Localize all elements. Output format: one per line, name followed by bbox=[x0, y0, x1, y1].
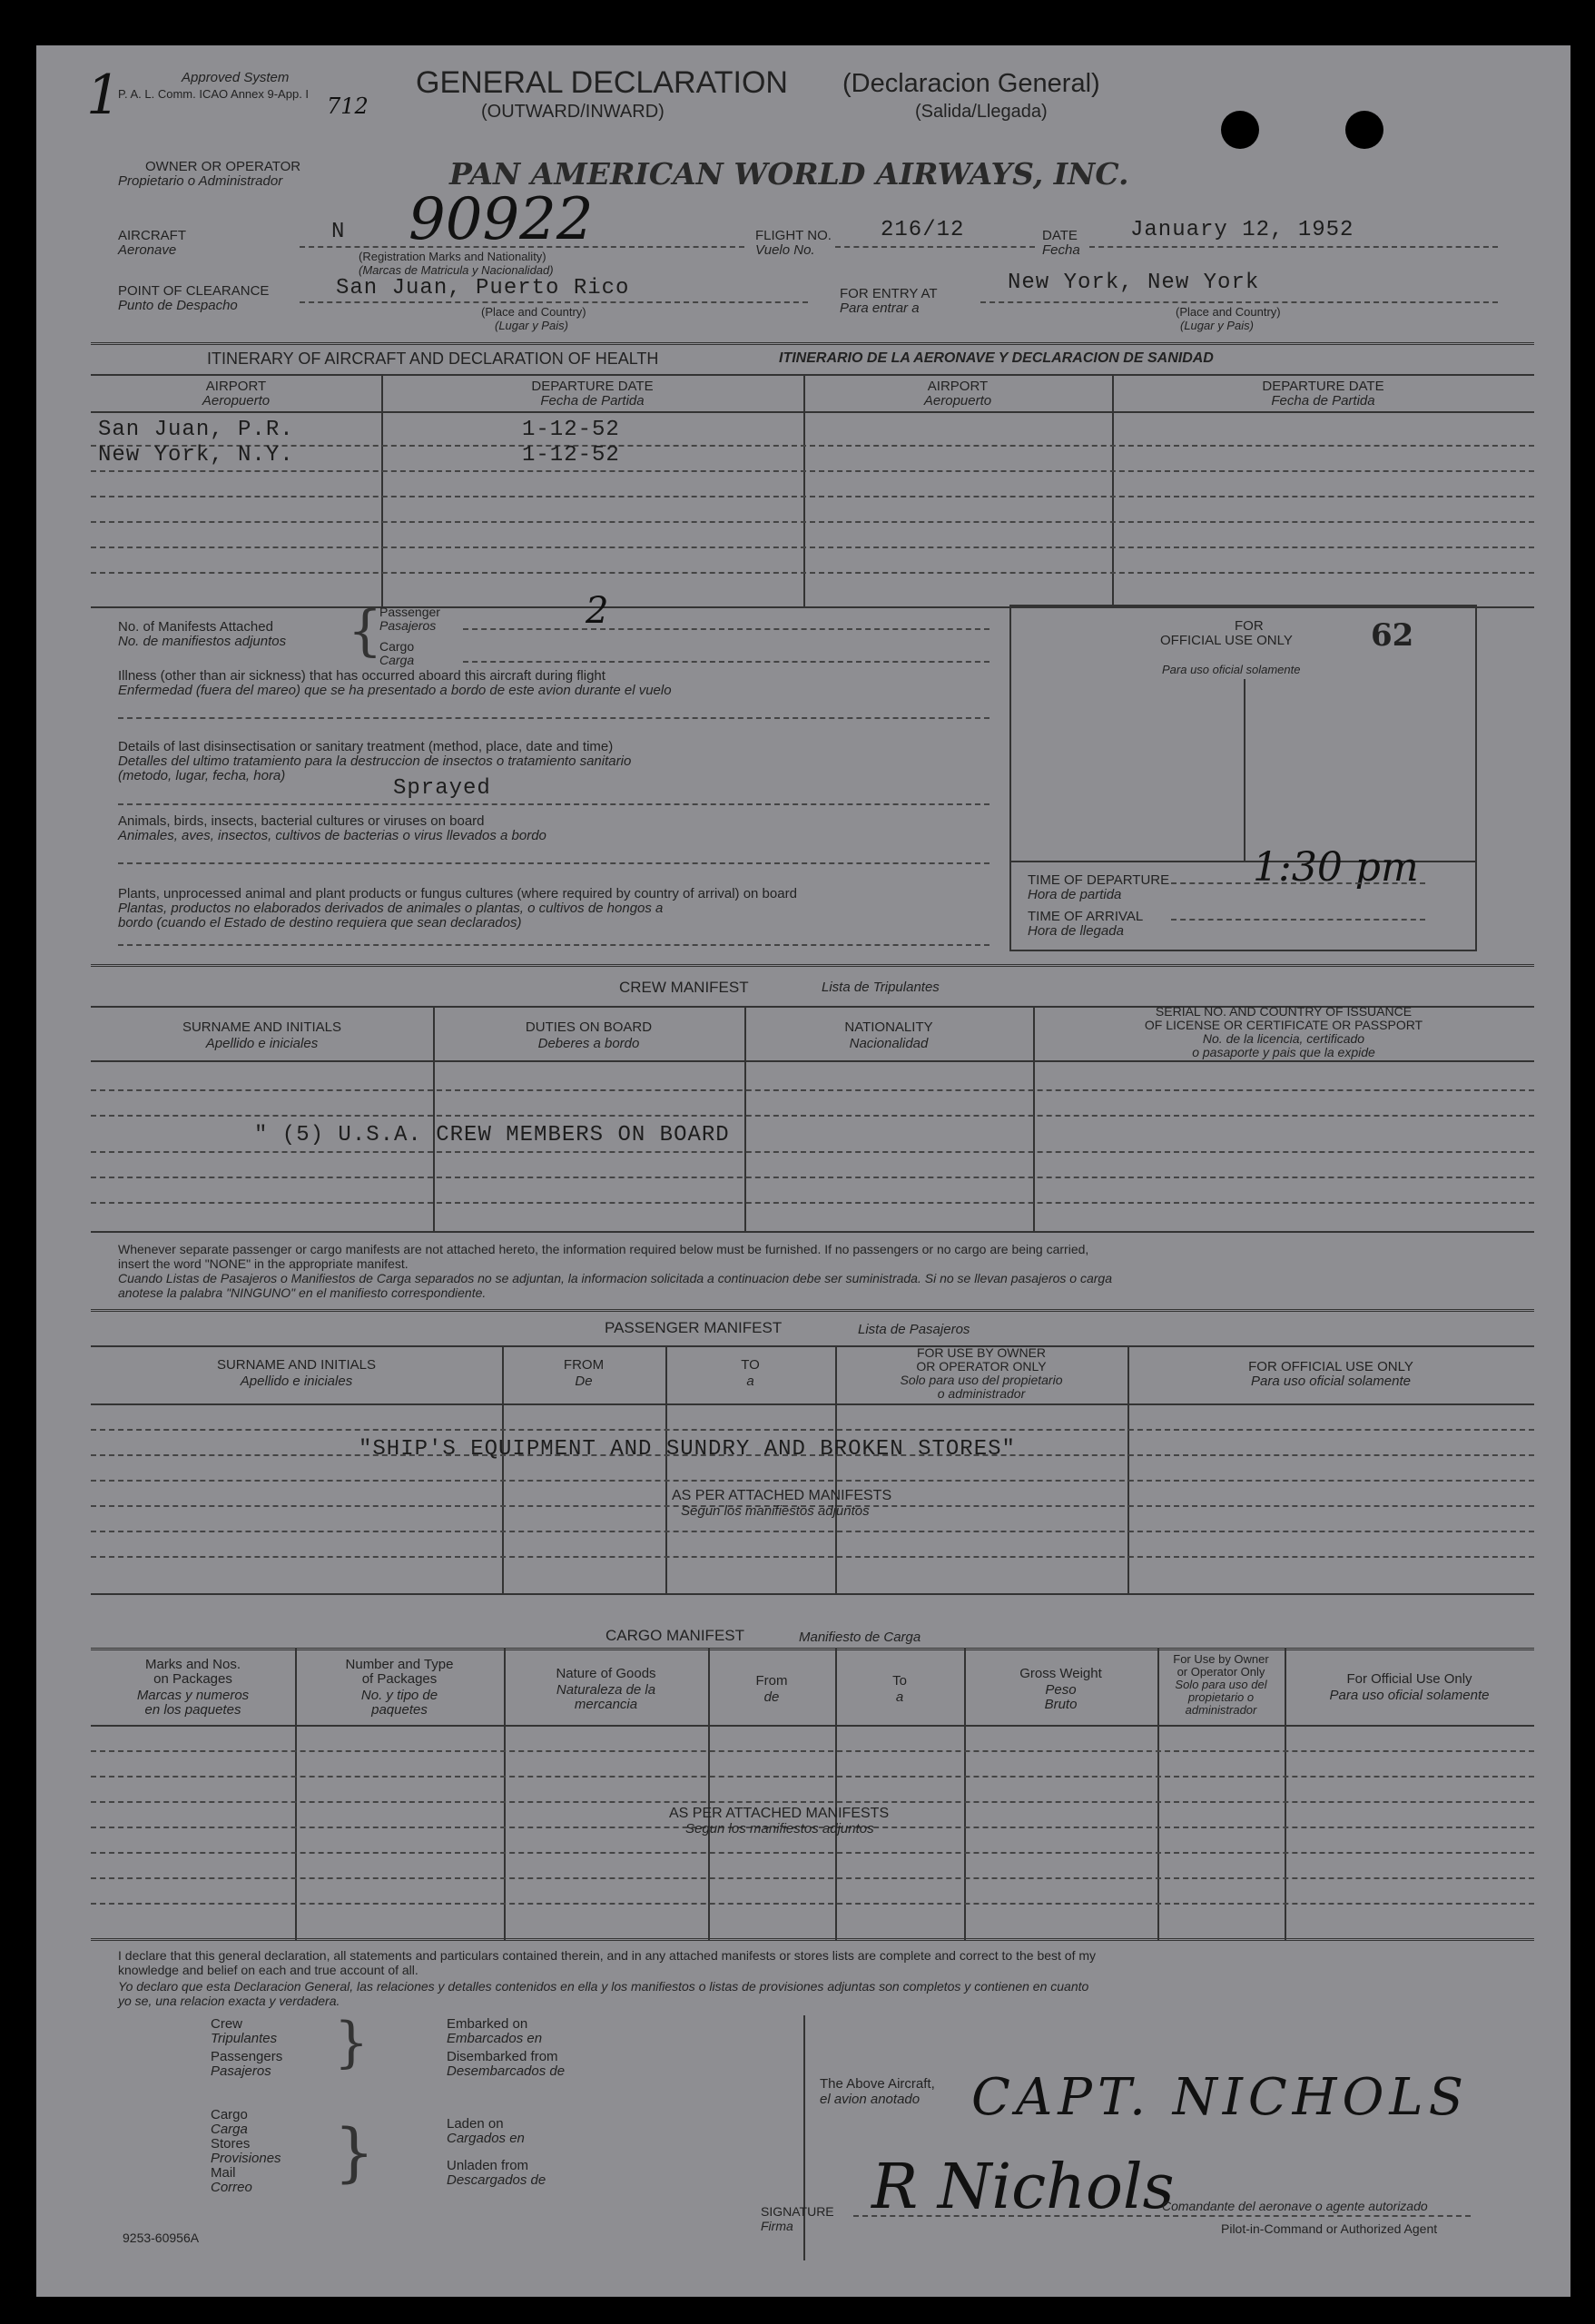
itinerary-col-airport-es: Aeropuerto bbox=[202, 393, 271, 409]
itinerary-title: ITINERARY OF AIRCRAFT AND DECLARATION OF HEALTH bbox=[207, 350, 659, 368]
declaration-line-2: knowledge and belief on each and true account of all. bbox=[118, 1963, 418, 1977]
hand-mark: 712 bbox=[327, 94, 369, 119]
cargo-col-owner-2: or Operator Only bbox=[1177, 1665, 1265, 1679]
cargo-col-to: To bbox=[892, 1673, 907, 1689]
itinerary-col-airport: AIRPORT bbox=[205, 379, 267, 394]
passenger-entry: "SHIP'S EQUIPMENT AND SUNDRY AND BROKEN STORES" bbox=[359, 1437, 1016, 1462]
note-line-2: insert the word "NONE" in the appropriate manifest. bbox=[118, 1256, 409, 1271]
clearance-label: POINT OF CLEARANCE bbox=[118, 283, 270, 299]
passenger-per-manifests: AS PER ATTACHED MANIFESTS bbox=[672, 1488, 892, 1503]
margin-mark: 1 bbox=[86, 64, 122, 127]
official-title: OFFICIAL USE ONLY bbox=[1160, 633, 1293, 648]
aircraft-label: AIRCRAFT bbox=[118, 228, 186, 243]
date-label-es: Fecha bbox=[1042, 242, 1080, 258]
plants-label-es: Plantas, productos no elaborados derivados de animales o plantas, o cultivos de hongos a bbox=[118, 901, 664, 916]
animals-label: Animals, birds, insects, bacterial cultures or viruses on board bbox=[118, 813, 485, 829]
stores-label: Stores bbox=[211, 2136, 251, 2152]
above-aircraft-es: el avion anotado bbox=[820, 2092, 921, 2107]
entry-label: FOR ENTRY AT bbox=[840, 286, 938, 301]
illness-label: Illness (other than air sickness) that has occurred aboard this aircraft during flight bbox=[118, 668, 606, 684]
unladen-label: Unladen from bbox=[447, 2158, 529, 2173]
official-for: FOR bbox=[1235, 618, 1264, 634]
crew-col-serial: SERIAL NO. AND COUNTRY OF ISSUANCE bbox=[1155, 1004, 1413, 1019]
itinerary-col-departure-2-es: Fecha de Partida bbox=[1271, 393, 1375, 409]
manifests-label: No. of Manifests Attached bbox=[118, 619, 273, 635]
crew-manifest-title-es: Lista de Tripulantes bbox=[822, 980, 940, 995]
passenger-col-official-es: Para uso oficial solamente bbox=[1251, 1374, 1411, 1389]
form-title: GENERAL DECLARATION bbox=[416, 65, 788, 100]
crew-col-duties-es: Deberes a bordo bbox=[537, 1036, 640, 1051]
clearance-value: San Juan, Puerto Rico bbox=[336, 276, 630, 300]
crew-col-surname: SURNAME AND INITIALS bbox=[182, 1019, 342, 1035]
cargo-col-weight-es: Peso bbox=[1045, 1682, 1077, 1698]
passenger-col-surname: SURNAME AND INITIALS bbox=[216, 1357, 377, 1373]
passenger-col-from-es: De bbox=[575, 1374, 593, 1389]
aircraft-note-es: (Marcas de Matricula y Nacionalidad) bbox=[359, 263, 554, 277]
manifests-label-es: No. de manifiestos adjuntos bbox=[118, 634, 287, 649]
disinsect-label-es: Detalles del ultimo tratamiento para la destruccion de insectos o tratamiento sanitario bbox=[118, 753, 632, 769]
punch-hole bbox=[1345, 111, 1383, 149]
date-label: DATE bbox=[1042, 228, 1078, 243]
entry-note: (Place and Country) bbox=[1176, 305, 1281, 319]
approved-annex: P. A. L. Comm. ICAO Annex 9-App. I bbox=[118, 87, 310, 101]
arrival-time-label: TIME OF ARRIVAL bbox=[1028, 909, 1144, 924]
cargo-col-nature: Nature of Goods bbox=[556, 1666, 656, 1681]
flight-number: 216/12 bbox=[881, 218, 965, 242]
passenger-col-owner-es: Solo para uso del propietario bbox=[900, 1373, 1063, 1387]
embarked-label-es: Embarcados en bbox=[447, 2031, 543, 2046]
departure-time-value: 1:30 pm bbox=[1253, 844, 1419, 891]
disembarked-label: Disembarked from bbox=[447, 2049, 558, 2064]
entry-value: New York, New York bbox=[1008, 271, 1260, 295]
itinerary-row-2-date: 1-12-52 bbox=[522, 443, 620, 468]
owner-label-es: Propietario o Administrador bbox=[118, 173, 283, 189]
clearance-note: (Place and Country) bbox=[481, 305, 586, 319]
cargo-col-nature-es: Naturaleza de la bbox=[556, 1682, 656, 1698]
cargo-count-label: Cargo bbox=[211, 2107, 248, 2122]
declaration-line-3: Yo declaro que esta Declaracion General, las relaciones y detalles contenidos en ella y los manifiestos o listas de provisiones adjuntas son completos y contienen en cuanto bbox=[118, 1979, 1089, 1994]
passenger-col-from: FROM bbox=[563, 1357, 605, 1373]
cargo-col-official: For Official Use Only bbox=[1346, 1671, 1472, 1687]
crew-count-label-es: Tripulantes bbox=[211, 2031, 278, 2046]
unladen-label-es: Descargados de bbox=[447, 2172, 546, 2188]
mail-label: Mail bbox=[211, 2165, 236, 2181]
itinerary-title-es: ITINERARIO DE LA AERONAVE Y DECLARACION DE SANIDAD bbox=[779, 350, 1214, 366]
cargo-col-number-2: of Packages bbox=[361, 1671, 438, 1687]
clearance-label-es: Punto de Despacho bbox=[118, 298, 238, 313]
passenger-col-owner-2: OR OPERATOR ONLY bbox=[916, 1359, 1047, 1374]
brace: { bbox=[348, 599, 383, 663]
plants-label-es-2: bordo (cuando el Estado de destino requiera que sean declarados) bbox=[118, 915, 522, 931]
pilot-label-es: Comandante del aeronave o agente autorizado bbox=[1162, 2199, 1428, 2213]
aircraft-prefix: N bbox=[331, 220, 346, 244]
itinerary-col-airport-2-es: Aeropuerto bbox=[923, 393, 992, 409]
cargo-col-nature-es-2: mercancia bbox=[574, 1697, 638, 1712]
owner-label: OWNER OR OPERATOR bbox=[145, 159, 301, 174]
passenger-label: Passenger bbox=[379, 605, 440, 619]
cargo-col-number-es: No. y tipo de bbox=[360, 1688, 438, 1703]
flight-date: January 12, 1952 bbox=[1130, 218, 1354, 242]
disinsect-label: Details of last disinsectisation or sanitary treatment (method, place, date and time) bbox=[118, 739, 614, 754]
crew-col-surname-es: Apellido e iniciales bbox=[205, 1036, 319, 1051]
flight-label-es: Vuelo No. bbox=[755, 242, 815, 258]
cargo-label: Cargo bbox=[379, 639, 415, 654]
signature: R Nichols bbox=[871, 2152, 1175, 2223]
crew-count-label: Crew bbox=[211, 2016, 243, 2032]
declaration-line-1: I declare that this general declaration, all statements and particulars contained therein, and in any attached manifests or stores lists are complete and correct to the best of my bbox=[118, 1948, 1097, 1963]
note-line-3: Cuando Listas de Pasajeros o Manifiestos de Carga separados no se adjuntan, la informacion solicitada a continuacion debe ser suministrada. Si no se llevan pasajeros o carga bbox=[118, 1271, 1112, 1285]
cargo-col-weight: Gross Weight bbox=[1019, 1666, 1102, 1681]
itinerary-col-airport-2: AIRPORT bbox=[927, 379, 989, 394]
passenger-manifest-count: 2 bbox=[586, 590, 609, 632]
itinerary-row-1-airport: San Juan, P.R. bbox=[98, 418, 294, 442]
crew-col-nationality: NATIONALITY bbox=[844, 1019, 933, 1035]
approved-system: Approved System bbox=[182, 70, 290, 85]
passenger-col-owner: FOR USE BY OWNER bbox=[916, 1345, 1047, 1360]
cargo-manifest-title: CARGO MANIFEST bbox=[606, 1627, 745, 1644]
crew-col-serial-es: No. de la licencia, certificado bbox=[1202, 1031, 1365, 1046]
entry-label-es: Para entrar a bbox=[840, 300, 920, 316]
animals-label-es: Animales, aves, insectos, cultivos de bacterias o virus llevados a bordo bbox=[118, 828, 546, 843]
entry-note-es: (Lugar y Pais) bbox=[1180, 319, 1254, 332]
flight-label: FLIGHT NO. bbox=[755, 228, 832, 243]
signature-label-es: Firma bbox=[761, 2219, 793, 2233]
cargo-label-es: Carga bbox=[379, 653, 415, 667]
departure-time-label: TIME OF DEPARTURE bbox=[1028, 872, 1170, 888]
cargo-col-official-es: Para uso oficial solamente bbox=[1329, 1688, 1490, 1703]
disinsect-value: Sprayed bbox=[393, 776, 491, 801]
cargo-col-to-es: a bbox=[895, 1689, 904, 1705]
passenger-col-official: FOR OFFICIAL USE ONLY bbox=[1248, 1359, 1413, 1374]
passenger-col-to: TO bbox=[741, 1357, 760, 1373]
cargo-col-owner-es-2: propietario o bbox=[1187, 1690, 1255, 1704]
stores-label-es: Provisiones bbox=[211, 2151, 281, 2166]
passenger-col-to-es: a bbox=[746, 1374, 754, 1389]
mail-label-es: Correo bbox=[211, 2180, 252, 2195]
itinerary-col-departure: DEPARTURE DATE bbox=[531, 379, 654, 394]
declaration-line-4: yo se, una relacion exacta y verdadera. bbox=[118, 1994, 340, 2008]
passengers-count-label-es: Pasajeros bbox=[211, 2063, 271, 2079]
illness-label-es: Enfermedad (fuera del mareo) que se ha presentado a bordo de este avion durante el vuelo bbox=[118, 683, 672, 698]
captain-name: CAPT. NICHOLS bbox=[971, 2068, 1469, 2127]
crew-manifest-title: CREW MANIFEST bbox=[619, 979, 749, 996]
crew-col-serial-es-2: o pasaporte y pais que la expide bbox=[1192, 1045, 1375, 1059]
departure-time-label-es: Hora de partida bbox=[1028, 887, 1122, 902]
crew-col-nationality-es: Nacionalidad bbox=[849, 1036, 929, 1051]
cargo-col-from-es: de bbox=[763, 1689, 780, 1705]
itinerary-row-2-airport: New York, N.Y. bbox=[98, 443, 294, 468]
laden-label-es: Cargados en bbox=[447, 2131, 525, 2146]
brace: } bbox=[334, 2115, 375, 2190]
signature-label: SIGNATURE bbox=[761, 2204, 834, 2219]
cargo-col-marks: Marks and Nos. bbox=[144, 1657, 241, 1672]
cargo-col-owner-es-3: administrador bbox=[1185, 1703, 1257, 1717]
brace: } bbox=[334, 2011, 369, 2074]
cargo-col-marks-2: on Packages bbox=[153, 1671, 232, 1687]
cargo-manifest-title-es: Manifiesto de Carga bbox=[799, 1630, 921, 1645]
cargo-col-from: From bbox=[755, 1673, 788, 1689]
cargo-col-number-es-2: paquetes bbox=[371, 1702, 428, 1718]
laden-label: Laden on bbox=[447, 2116, 504, 2132]
cargo-per-manifests-es: Segun los manifiestos adjuntos bbox=[685, 1821, 874, 1837]
passengers-count-label: Passengers bbox=[211, 2049, 283, 2064]
punch-hole bbox=[1221, 111, 1259, 149]
itinerary-row-1-date: 1-12-52 bbox=[522, 418, 620, 442]
form-title-es: (Declaracion General) bbox=[842, 69, 1100, 98]
passenger-col-surname-es: Apellido e iniciales bbox=[240, 1374, 353, 1389]
arrival-time-label-es: Hora de llegada bbox=[1028, 923, 1124, 939]
cargo-per-manifests: AS PER ATTACHED MANIFESTS bbox=[669, 1806, 890, 1821]
passenger-manifest-title: PASSENGER MANIFEST bbox=[605, 1319, 783, 1336]
crew-col-serial-2: OF LICENSE OR CERTIFICATE OR PASSPORT bbox=[1144, 1018, 1423, 1032]
passenger-col-owner-es-2: o administrador bbox=[937, 1386, 1026, 1401]
crew-col-duties: DUTIES ON BOARD bbox=[525, 1019, 653, 1035]
form-number: 9253-60956A bbox=[123, 2230, 200, 2245]
cargo-col-marks-es: Marcas y numeros bbox=[136, 1688, 250, 1703]
plants-label: Plants, unprocessed animal and plant products or fungus cultures (where required by country of arrival) on board bbox=[118, 886, 797, 901]
aircraft-number: 90922 bbox=[409, 186, 594, 253]
disembarked-label-es: Desembarcados de bbox=[447, 2063, 566, 2079]
passenger-manifest-title-es: Lista de Pasajeros bbox=[858, 1322, 970, 1337]
operator-name: PAN AMERICAN WORLD AIRWAYS, INC. bbox=[449, 156, 1129, 192]
cargo-col-owner-es: Solo para uso del bbox=[1175, 1678, 1267, 1691]
cargo-col-owner: For Use by Owner bbox=[1173, 1652, 1269, 1666]
note-line-4: anotese la palabra "NINGUNO" en el manifiesto correspondiente. bbox=[118, 1285, 487, 1300]
cargo-col-weight-es-2: Bruto bbox=[1044, 1697, 1078, 1712]
official-title-es: Para uso oficial solamente bbox=[1162, 663, 1301, 676]
note-line-1: Whenever separate passenger or cargo manifests are not attached hereto, the information required below must be furnished. If no passengers or no cargo are being carried, bbox=[118, 1242, 1089, 1256]
passenger-per-manifests-es: Segun los manifiestos adjuntos bbox=[681, 1503, 870, 1519]
form-subtitle-es: (Salida/Llegada) bbox=[915, 102, 1048, 122]
pilot-label: Pilot-in-Command or Authorized Agent bbox=[1221, 2221, 1438, 2236]
itinerary-col-departure-2: DEPARTURE DATE bbox=[1262, 379, 1384, 394]
aircraft-note: (Registration Marks and Nationality) bbox=[359, 250, 546, 263]
above-aircraft: The Above Aircraft, bbox=[820, 2076, 935, 2092]
cargo-col-number: Number and Type bbox=[345, 1657, 454, 1672]
crew-entry: " (5) U.S.A. CREW MEMBERS ON BOARD bbox=[254, 1123, 730, 1147]
form-subtitle: (OUTWARD/INWARD) bbox=[481, 102, 665, 122]
itinerary-col-departure-es: Fecha de Partida bbox=[540, 393, 645, 409]
cargo-col-marks-es-2: en los paquetes bbox=[144, 1702, 241, 1718]
cargo-count-label-es: Carga bbox=[211, 2122, 248, 2137]
aircraft-label-es: Aeronave bbox=[118, 242, 177, 258]
embarked-label: Embarked on bbox=[447, 2016, 528, 2032]
clearance-note-es: (Lugar y Pais) bbox=[495, 319, 568, 332]
disinsect-label-es-2: (metodo, lugar, fecha, hora) bbox=[118, 768, 286, 783]
passenger-label-es: Pasajeros bbox=[379, 618, 437, 633]
official-number: 62 bbox=[1371, 617, 1414, 654]
